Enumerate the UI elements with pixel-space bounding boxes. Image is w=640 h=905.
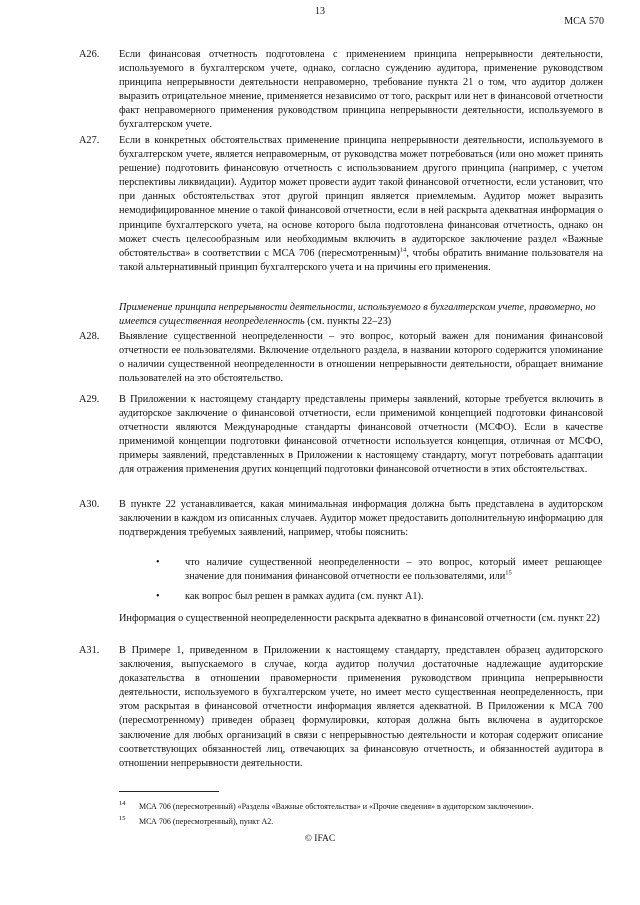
paragraph-text: В Примере 1, приведенном в Приложении к настоящему стандарту, представлен образец аудиторского заключения, выпускаемого в случае, когда аудитор получил достаточные надлежащие аудиторские доказательства в отношении правомерности применения руководством принципа непрерывности деятельности, используемого в бухгалтерском учете, но имеет место существенная неопределенность, при этом раскрытая в финансовой отчетности информация является адекватной. В Приложении к МСА 700 (пересмотренному) приведен образец формулировки, которая должна быть включена в аудиторское заключение для любых организаций в связи с непрерывностью деятельности и которая содержит описание соответствующих обязанностей лиц, отвечающих за финансовую отчетность, и обязанностей аудитора в отношении непрерывности деятельности. [119, 645, 603, 769]
footnote-divider [119, 791, 219, 792]
bullet-icon: • [156, 557, 160, 568]
paragraph-a28 [79, 330, 603, 386]
paragraph-text: В пункте 22 устанавливается, какая минимальная информация должна быть представлена в аудиторском заключении в каждом из описанных случаев. Аудитор может предоставить дополнительную информацию для подтверждения требуемых заявлений, например, чтобы пояснить: [119, 499, 603, 539]
list-item [156, 556, 602, 584]
section-heading-italic: Применение принципа непрерывности деятельности, используемого в бухгалтерском учете, правомерно, но имеется существенная неопределенность [119, 302, 596, 328]
footnote-15 [119, 817, 603, 827]
paragraph-text [119, 134, 603, 275]
footnote-text: МСА 706 (пересмотренный), пункт A2. [139, 817, 274, 826]
paragraph-a30 [79, 498, 603, 540]
footnote-number: 14 [119, 800, 126, 807]
paragraph-label: A31. [79, 645, 100, 656]
paragraph-label: A26. [79, 49, 100, 60]
paragraph-a27 [79, 134, 603, 275]
paragraph-text-part: , чтобы обратить внимание пользователя на такой альтернативный принцип бухгалтерского учета и на причины его применения. [119, 247, 603, 273]
paragraph-text: Выявление существенной неопределенности – это вопрос, который важен для понимания финансовой отчетности ее пользователями. Включение отдельного раздела, в названии которого содержится упоминание о наличии существенной неопределенности в отношении непрерывности деятельности, обращает внимание пользователей на это обстоятельство. [119, 331, 603, 385]
paragraph-label: A28. [79, 331, 100, 342]
footnote-number: 15 [119, 815, 126, 822]
paragraph-text: Если финансовая отчетность подготовлена с применением принципа непрерывности деятельности, используемого в бухгалтерском учете, однако, согласно суждению аудитора, применение руководством принципа непрерывности деятельности неправомерно, требование пункта 21 о том, что аудитор должен выразить отрицательное мнение, применяется независимо от того, раскрыт или нет в финансовой отчетности факт неправомерного применения руководством принципа непрерывности деятельности, используемого в бухгалтерском учете. [119, 49, 603, 131]
section-heading-ref: (см. пункты 22–23) [304, 316, 392, 328]
list-item [156, 590, 602, 604]
paragraph-label: A29. [79, 394, 100, 405]
paragraph-label: A30. [79, 499, 100, 510]
copyright-footer: © IFAC [304, 834, 336, 844]
bullet-icon: • [156, 591, 160, 603]
standard-code: МСА 570 [564, 16, 604, 27]
paragraph-a29 [79, 393, 603, 478]
section-heading [119, 301, 603, 329]
footnote-ref[interactable]: 15 [505, 569, 512, 577]
section-heading: Информация о существенной неопределенности раскрыта адекватно в финансовой отчетности (см. пункт 22) [119, 613, 600, 624]
bullet-list [156, 556, 602, 604]
footnote-ref[interactable]: 14 [399, 246, 407, 254]
paragraph-a31 [79, 644, 603, 771]
footnote-14 [119, 802, 603, 812]
bullet-text: как вопрос был решен в рамках аудита (см. пункт A1). [185, 591, 424, 603]
paragraph-label: A27. [79, 135, 100, 146]
footnote-text: МСА 706 (пересмотренный) «Разделы «Важные обстоятельства» и «Прочие сведения» в аудиторском заключении». [139, 802, 534, 811]
page-number: 13 [315, 6, 325, 17]
paragraph-text-part: Если в конкретных обстоятельствах применение принципа непрерывности деятельности, используемого в бухгалтерском учете, является неправомерным, от руководства может потребоваться (или оно может принять решение) подготовить финансовую отчетность с использованием другого принципа (например, с учетом перспективы ликвидации). Аудитор может провести аудит такой финансовой отчетности, если установит, что при данных обстоятельствах этот другой принцип является приемлемым. Аудитор может выразить немодифицированное мнение о такой финансовой отчетности, если в ней раскрыта адекватная информация о принципе бухгалтерского учета, на основе которого была подготовлена финансовая отчетность, однако он может счесть целесообразным или необходимым включить в аудиторское заключение раздел «Важные обстоятельства» в соответствии с МСА 706 (пересмотренным) [119, 135, 603, 259]
bullet-text: что наличие существенной неопределенности – это вопрос, который имеет решающее значение для понимания финансовой отчетности ее пользователями, или [185, 557, 602, 583]
paragraph-text: В Приложении к настоящему стандарту представлены примеры заявлений, которые требуется включить в аудиторское заключение о финансовой отчетности, если применимой концепцией подготовки финансовой отчетности являются Международные стандарты финансовой отчетности (МСФО). Если в качестве применимой концепции подготовки финансовой отчетности используется концепция, отличная от МСФО, примеры заявлений, представленных в Приложении к настоящему стандарту, могут потребовать адаптации для отражения применения других концепций подготовки финансовой отчетности в этих обстоятельствах. [119, 394, 603, 476]
paragraph-a26 [79, 48, 603, 133]
